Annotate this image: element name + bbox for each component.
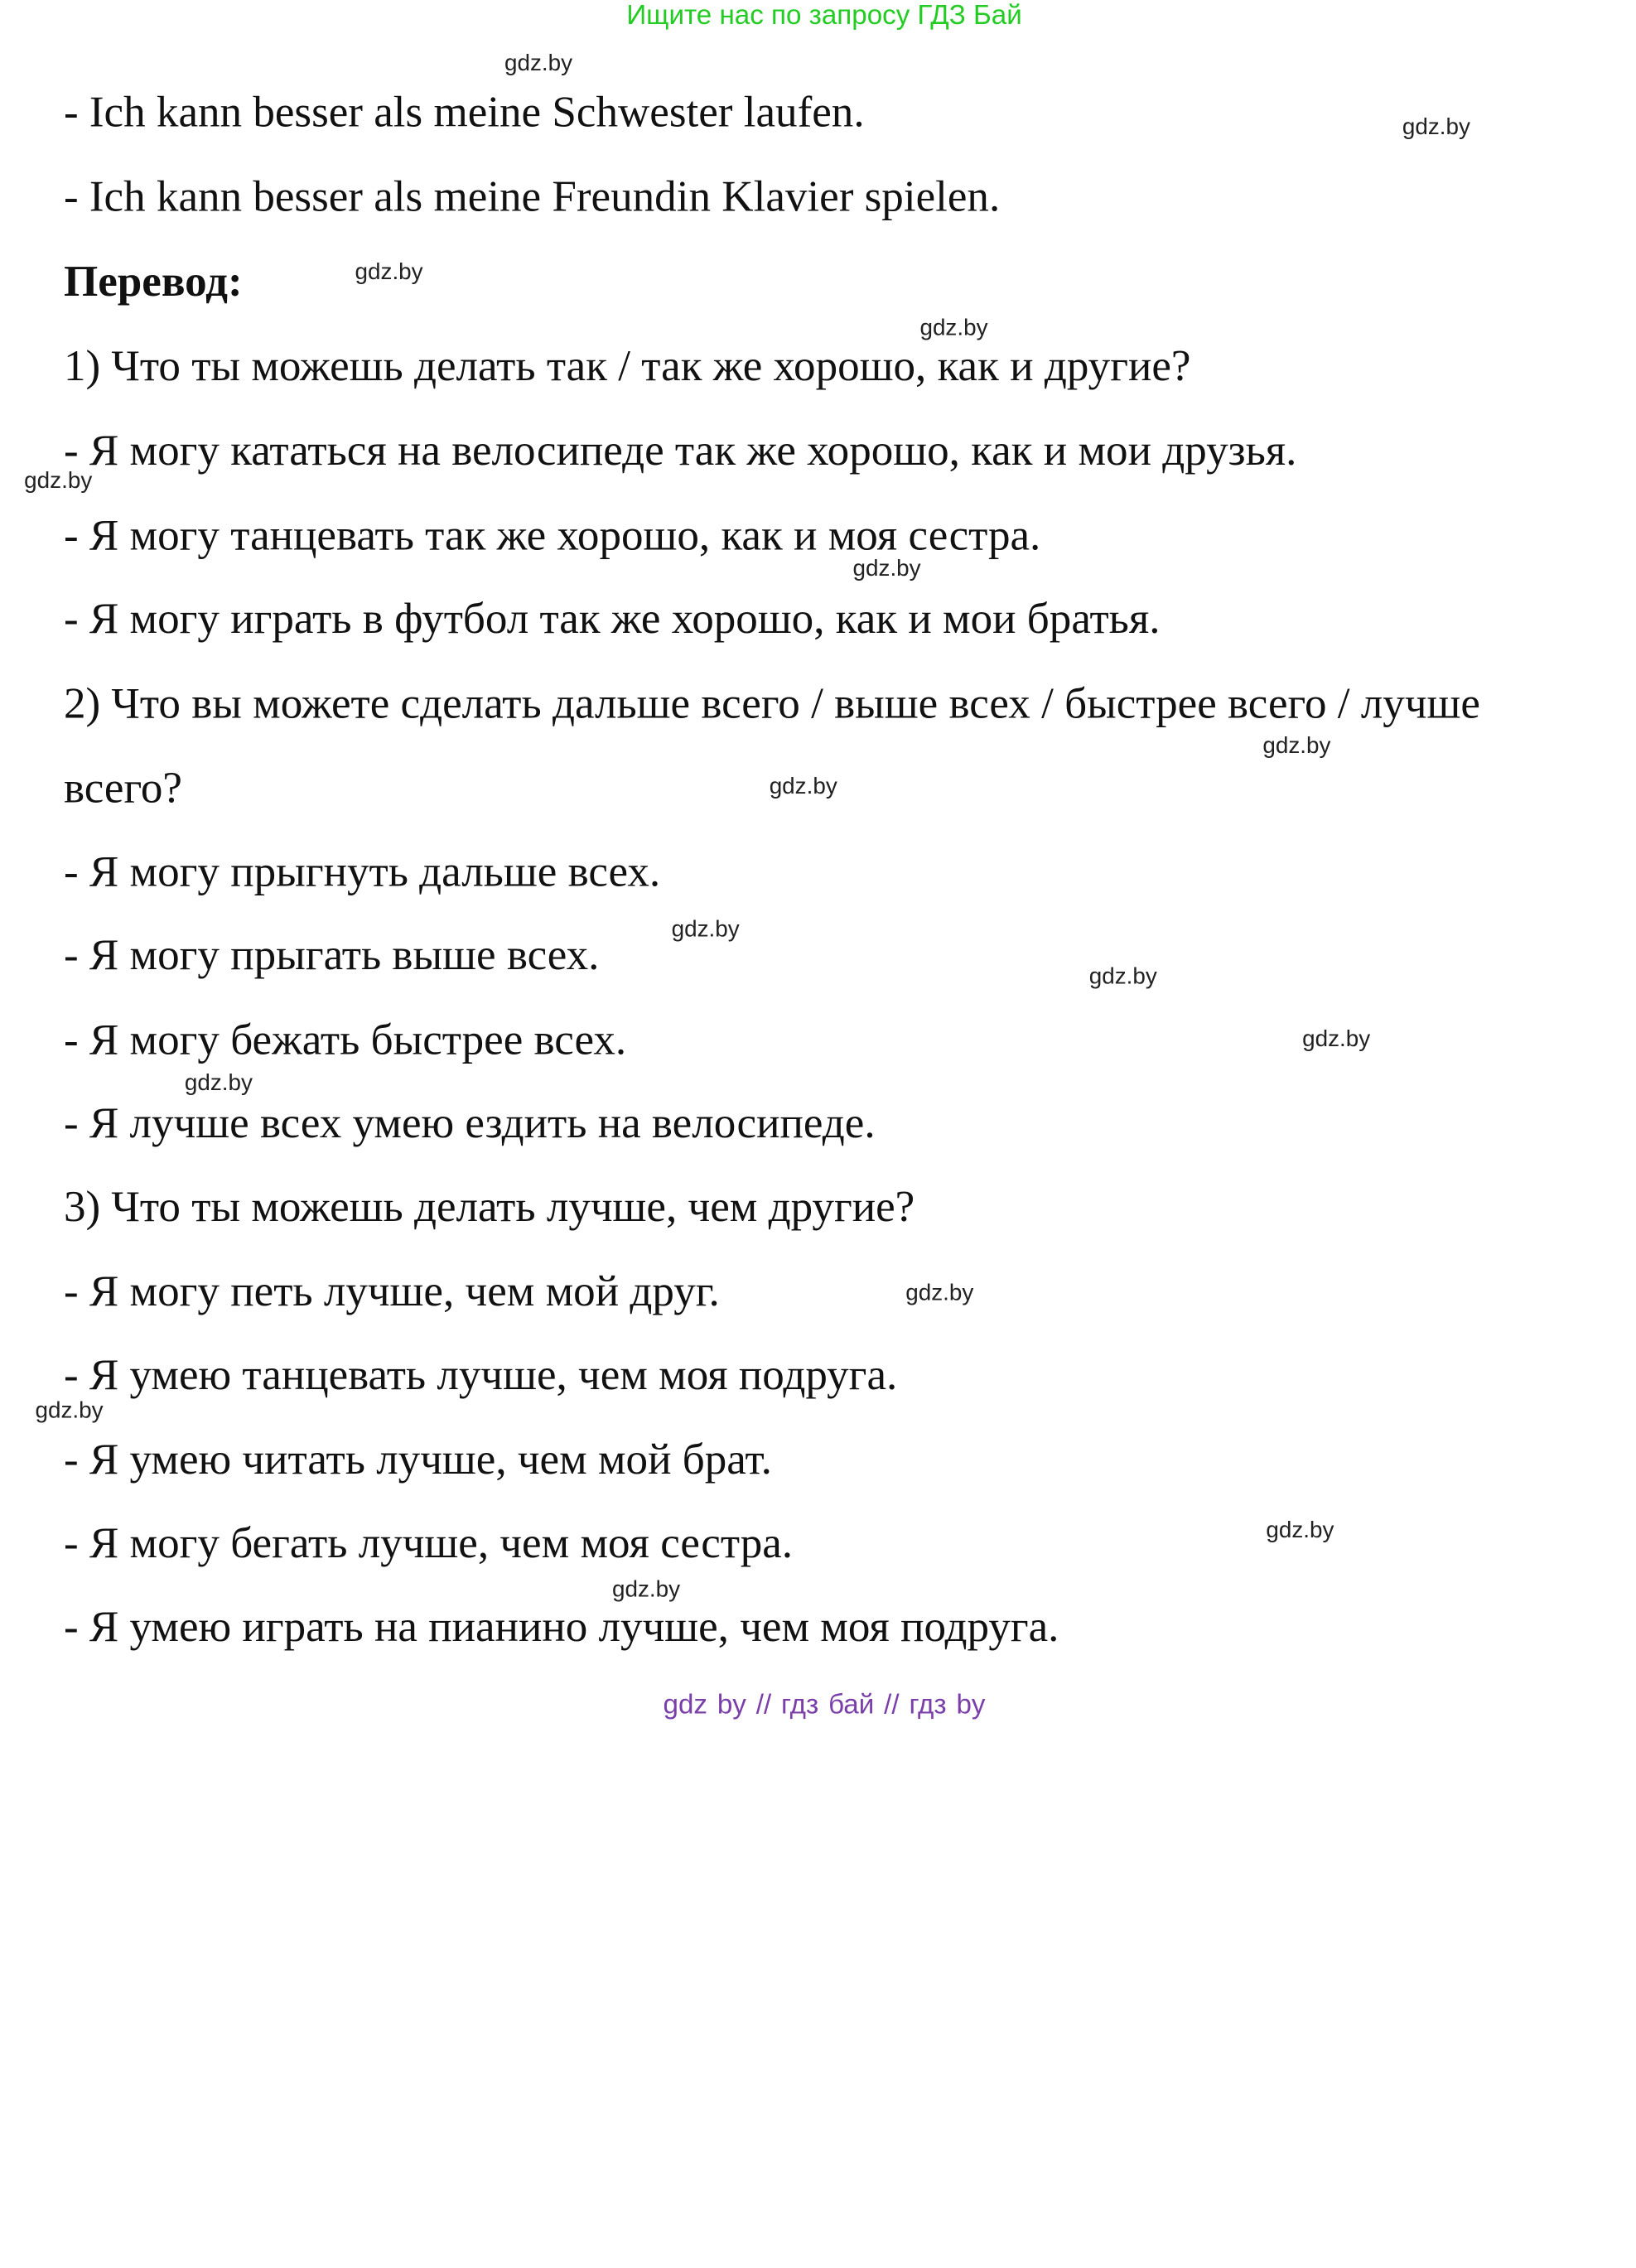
section-heading: Перевод: xyxy=(63,256,243,306)
text-line: - Я могу бежать быстрее всех. xyxy=(63,1014,627,1064)
question-line: 1) Что ты можешь делать так / так же хорошо, как и другие? xyxy=(63,340,1191,390)
question-line: 3) Что ты можешь делать лучше, чем другие? xyxy=(63,1181,915,1231)
watermark: gdz.by xyxy=(504,51,573,76)
text-line: - Я могу играть в футбол так же хорошо, как и мои братья. xyxy=(63,593,1161,644)
watermark: gdz.by xyxy=(184,1070,253,1096)
text-line: - Я умею читать лучше, чем мой брат. xyxy=(63,1434,772,1484)
text-line: - Я могу танцевать так же хорошо, как и моя сестра. xyxy=(63,509,1041,560)
watermark: gdz.by xyxy=(1302,1026,1371,1052)
watermark: gdz.by xyxy=(852,556,921,581)
watermark: gdz.by xyxy=(919,315,988,341)
text-line: - Я могу кататься на велосипеде так же хорошо, как и мои друзья. xyxy=(63,425,1297,475)
question-line: 2) Что вы можете сделать дальше всего / выше всех / быстрее всего / лучше xyxy=(63,678,1480,728)
search-banner[interactable]: Ищите нас по запросу ГДЗ Бай xyxy=(626,0,1022,31)
watermark: gdz.by xyxy=(24,468,93,494)
footer-links[interactable]: gdz by // гдз бай // гдз by xyxy=(663,1689,986,1720)
text-line: - Я лучше всех умею ездить на велосипеде. xyxy=(63,1098,876,1148)
watermark: gdz.by xyxy=(1088,963,1157,990)
watermark: gdz.by xyxy=(35,1397,104,1424)
watermark: gdz.by xyxy=(611,1576,681,1603)
watermark: gdz.by xyxy=(1402,113,1470,140)
text-line: - Я могу бегать лучше, чем моя сестра. xyxy=(63,1518,794,1567)
watermark: gdz.by xyxy=(1262,732,1331,759)
text-line: - Я могу прыгать выше всех. xyxy=(63,929,600,980)
text-line: - Ich kann besser als meine Schwester laufen. xyxy=(63,86,865,137)
watermark: gdz.by xyxy=(355,259,423,285)
watermark: gdz.by xyxy=(1266,1518,1334,1543)
text-line: - Я умею танцевать лучше, чем моя подруга. xyxy=(63,1349,898,1399)
text-line: - Я могу петь лучше, чем мой друг. xyxy=(63,1266,720,1316)
watermark: gdz.by xyxy=(769,773,837,799)
watermark: gdz.by xyxy=(905,1280,974,1306)
text-line: - Я могу прыгнуть дальше всех. xyxy=(63,846,661,896)
text-line: - Я умею играть на пианино лучше, чем моя подруга. xyxy=(63,1601,1059,1651)
question-line-continued: всего? xyxy=(63,762,182,813)
text-line: - Ich kann besser als meine Freundin Klavier spielen. xyxy=(63,171,1001,221)
watermark: gdz.by xyxy=(671,916,740,942)
